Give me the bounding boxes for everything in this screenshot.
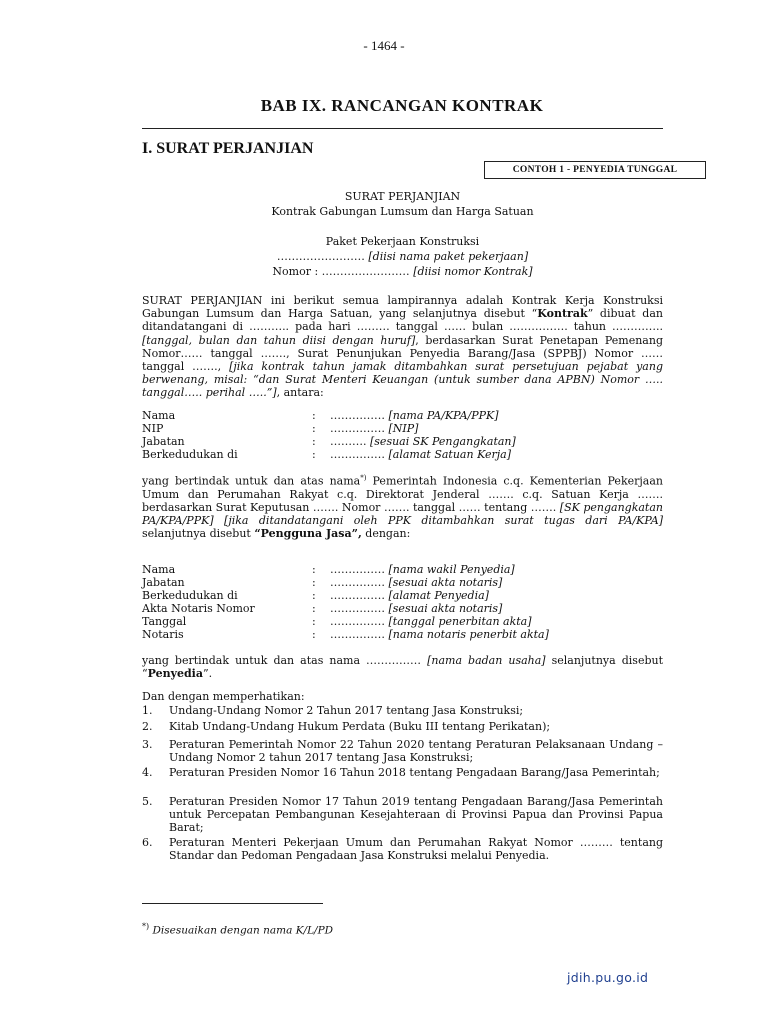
field-label: Jabatan	[142, 576, 185, 589]
field-value: …………… [alamat Satuan Kerja]	[330, 448, 512, 461]
field-label: Nama	[142, 563, 176, 576]
footnote	[142, 922, 333, 937]
list-number: 2.	[142, 720, 153, 733]
page-number: - 1464 -	[363, 38, 405, 53]
intro-kontrak-term: Kontrak	[537, 307, 588, 321]
party1-row	[142, 448, 663, 461]
field-label: Notaris	[142, 628, 184, 641]
footnote-divider	[142, 903, 323, 904]
party1-text-b: Pemerintah Indonesia c.q. Kementerian Pekerjaan Umum dan Perumahan Rakyat c.q. Direktorat Jenderal ……. c.q. Satuan Kerja ……. berdasarkan Surat Keputusan ……. Nomor ……. tanggal …… tentang …….	[142, 474, 663, 515]
field-colon: :	[312, 589, 316, 602]
party1-text-f: dengan:	[361, 527, 411, 541]
law-text: Peraturan Presiden Nomor 16 Tahun 2018 tentang Pengadaan Barang/Jasa Pemerintah;	[169, 766, 660, 779]
law-list-item	[142, 795, 663, 834]
intro-text-1: SURAT PERJANJIAN ini berikut semua lampirannya adalah Kontrak Kerja Konstruksi Gabungan Lumsum dan Harga Satuan, yang selanjutnya disebut “	[142, 294, 663, 321]
pengguna-jasa-term: “Pengguna Jasa”,	[254, 527, 362, 541]
field-label: Berkedudukan di	[142, 589, 238, 602]
field-value: …………… [tanggal penerbitan akta]	[330, 615, 532, 628]
party1-sk-hint: [SK pengangkatan PA/KPA/PPK] [jika ditandatangani oleh PPK ditambahkan surat tugas dari PA/KPA]	[142, 501, 663, 528]
list-number: 6.	[142, 836, 153, 849]
contract-number	[142, 265, 663, 278]
field-colon: :	[312, 422, 316, 435]
work-package-hint: [diisi nama paket pekerjaan]	[368, 250, 529, 263]
party2-company-hint: [nama badan usaha]	[427, 654, 546, 667]
considering-heading: Dan dengan memperhatikan:	[142, 690, 305, 703]
chapter-title: BAB IX. RANCANGAN KONTRAK	[260, 96, 544, 115]
party1-text-d: selanjutnya disebut	[142, 527, 255, 541]
party2-row	[142, 602, 663, 615]
example-label-box: CONTOH 1 - PENYEDIA TUNGGAL	[484, 161, 706, 179]
party2-row	[142, 628, 663, 641]
footnote-ref: *)	[360, 474, 367, 482]
field-colon: :	[312, 435, 316, 448]
contract-number-hint: [diisi nomor Kontrak]	[413, 265, 533, 278]
doc-heading-title: SURAT PERJANJIAN	[344, 190, 461, 203]
field-colon: :	[312, 628, 316, 641]
field-label: Jabatan	[142, 435, 185, 448]
party2-row	[142, 615, 663, 628]
contract-number-label: Nomor : ……………………	[272, 265, 410, 278]
intro-multiyear-hint: [jika kontrak tahun jamak ditambahkan surat persetujuan pejabat yang berwenang, misal: “dan Surat Menteri Keuangan (untuk sumber dana APBN) Nomor ….. tanggal….. perihal …..”]	[142, 360, 663, 400]
list-number: 5.	[142, 795, 153, 808]
law-list-item	[142, 738, 663, 764]
list-number: 4.	[142, 766, 153, 779]
work-package-label: Paket Pekerjaan Konstruksi	[325, 235, 480, 248]
party1-text-a: yang bertindak untuk dan atas nama	[142, 474, 361, 488]
penyedia-term: Penyedia	[147, 667, 203, 681]
field-label: Tanggal	[142, 615, 187, 628]
list-number: 3.	[142, 738, 153, 751]
title-divider	[142, 128, 663, 129]
party2-text-a: yang bertindak untuk dan atas nama ……………	[142, 654, 428, 667]
footnote-mark: *)	[142, 922, 150, 931]
field-label: NIP	[142, 422, 164, 435]
field-value: …………… [alamat Penyedia]	[330, 589, 489, 602]
field-value: …………… [NIP]	[330, 422, 419, 435]
field-label: Nama	[142, 409, 176, 422]
field-colon: :	[312, 448, 316, 461]
field-label: Berkedudukan di	[142, 448, 238, 461]
doc-heading-subtitle: Kontrak Gabungan Lumsum dan Harga Satuan	[271, 205, 534, 218]
intro-date-hint: [tanggal, bulan dan tahun diisi dengan huruf]	[142, 333, 416, 347]
law-text: Peraturan Presiden Nomor 17 Tahun 2019 tentang Pengadaan Barang/Jasa Pemerintah untuk Percepatan Pembangunan Kesejahteraan di Provinsi Papua dan Provinsi Papua Barat;	[169, 795, 663, 834]
law-list-item	[142, 766, 663, 779]
field-value: …………… [sesuai akta notaris]	[330, 576, 503, 589]
field-value: …………… [nama PA/KPA/PPK]	[330, 409, 499, 422]
field-colon: :	[312, 615, 316, 628]
party2-text-e: ”.	[203, 667, 213, 681]
party1-row	[142, 409, 663, 422]
website-link[interactable]: jdih.pu.go.id	[567, 970, 649, 985]
field-value: ………. [sesuai SK Pengangkatan]	[330, 435, 516, 448]
law-text: Peraturan Pemerintah Nomor 22 Tahun 2020 tentang Peraturan Pelaksanaan Undang – Undang Nomor 2 tahun 2017 tentang Jasa Konstruksi;	[169, 738, 663, 764]
field-label: Akta Notaris Nomor	[142, 602, 255, 615]
work-package-dots: ……………………	[276, 250, 365, 263]
party2-paragraph	[142, 654, 663, 680]
law-list-item	[142, 836, 663, 862]
party1-row	[142, 435, 663, 448]
party2-row	[142, 576, 663, 589]
field-value: …………… [nama wakil Penyedia]	[330, 563, 515, 576]
party2-text-c: selanjutnya disebut “	[142, 654, 663, 681]
law-text: Undang-Undang Nomor 2 Tahun 2017 tentang Jasa Konstruksi;	[169, 704, 524, 717]
party2-row	[142, 589, 663, 602]
intro-text-3: , berdasarkan Surat Penetapan Pemenang Nomor…… tanggal ……., Surat Penunjukan Penyedia Barang/Jasa (SPPBJ) Nomor …… tanggal …….,	[142, 333, 663, 374]
field-colon: :	[312, 576, 316, 589]
law-text: Kitab Undang-Undang Hukum Perdata (Buku III tentang Perikatan);	[169, 720, 551, 733]
intro-text-4: , antara:	[276, 386, 324, 400]
work-package-name	[142, 250, 663, 263]
party1-row	[142, 422, 663, 435]
intro-paragraph	[142, 294, 663, 400]
law-list-item	[142, 704, 663, 717]
field-colon: :	[312, 602, 316, 615]
footnote-text: Disesuaikan dengan nama K/L/PD	[149, 924, 334, 937]
field-value: …………… [sesuai akta notaris]	[330, 602, 503, 615]
party2-row	[142, 563, 663, 576]
field-colon: :	[312, 409, 316, 422]
section-title: I. SURAT PERJANJIAN	[142, 140, 314, 157]
law-text: Peraturan Menteri Pekerjaan Umum dan Perumahan Rakyat Nomor ……… tentang Standar dan Pedoman Pengadaan Jasa Konstruksi melalui Penyedia.	[169, 836, 663, 862]
law-list-item	[142, 720, 663, 733]
field-colon: :	[312, 563, 316, 576]
field-value: …………… [nama notaris penerbit akta]	[330, 628, 549, 641]
list-number: 1.	[142, 704, 153, 717]
party1-paragraph	[142, 472, 663, 541]
intro-text-2: ” dibuat dan ditandatangani di ……….. pada hari ……… tanggal …… bulan ……………. tahun …………..	[142, 307, 663, 334]
